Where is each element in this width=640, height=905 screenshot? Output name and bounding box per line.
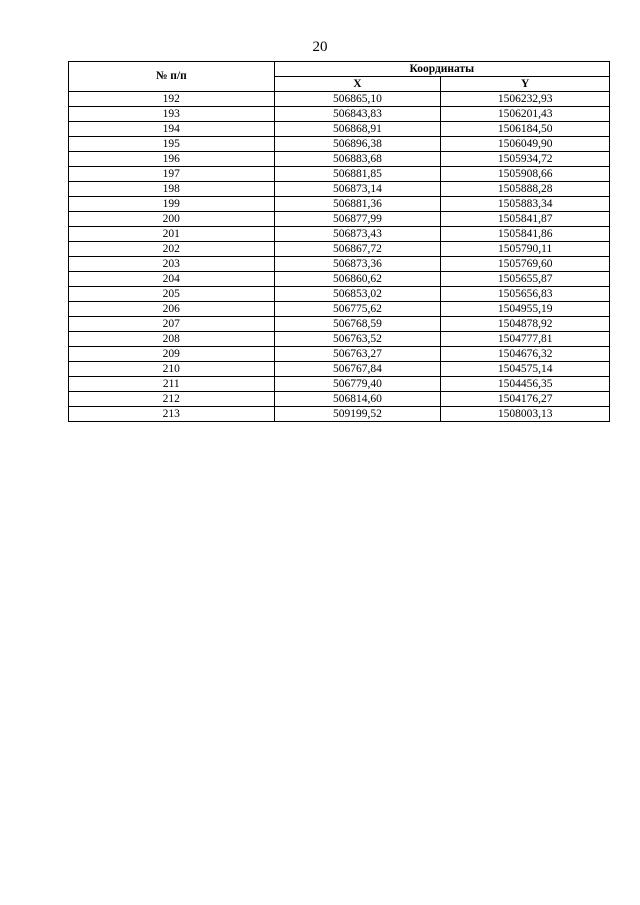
page-number: 20 xyxy=(312,39,328,55)
row-number-cell: 195 xyxy=(69,137,275,152)
table-row xyxy=(69,212,610,227)
y-coordinate-cell: 1505841,86 xyxy=(441,227,610,242)
row-number-cell: 203 xyxy=(69,257,275,272)
row-number-cell: 200 xyxy=(69,212,275,227)
x-coordinate-cell: 506881,85 xyxy=(274,167,441,182)
row-number-cell: 193 xyxy=(69,107,275,122)
table-row xyxy=(69,257,610,272)
table-row xyxy=(69,407,610,422)
table-row xyxy=(69,272,610,287)
y-coordinate-cell: 1505769,60 xyxy=(441,257,610,272)
table-row xyxy=(69,347,610,362)
y-coordinate-cell: 1505655,87 xyxy=(441,272,610,287)
row-number-cell: 197 xyxy=(69,167,275,182)
table-header xyxy=(69,62,610,92)
table-row xyxy=(69,302,610,317)
row-number-cell: 207 xyxy=(69,317,275,332)
y-coordinate-cell: 1504176,27 xyxy=(441,392,610,407)
row-number-cell: 205 xyxy=(69,287,275,302)
table-row xyxy=(69,332,610,347)
x-coordinate-cell: 506767,84 xyxy=(274,362,441,377)
table-row xyxy=(69,377,610,392)
y-coordinate-cell: 1508003,13 xyxy=(441,407,610,422)
row-number-cell: 211 xyxy=(69,377,275,392)
x-coordinate-cell: 506873,14 xyxy=(274,182,441,197)
x-coordinate-cell: 506896,38 xyxy=(274,137,441,152)
row-number-cell: 202 xyxy=(69,242,275,257)
y-coordinate-cell: 1505790,11 xyxy=(441,242,610,257)
row-number-cell: 209 xyxy=(69,347,275,362)
x-coordinate-cell: 506763,52 xyxy=(274,332,441,347)
table-row xyxy=(69,242,610,257)
row-number-cell: 194 xyxy=(69,122,275,137)
x-coordinate-cell: 506873,36 xyxy=(274,257,441,272)
table-row xyxy=(69,287,610,302)
x-coordinate-cell: 506768,59 xyxy=(274,317,441,332)
x-coordinate-cell: 506865,10 xyxy=(274,92,441,107)
x-coordinate-cell: 506779,40 xyxy=(274,377,441,392)
row-number-cell: 196 xyxy=(69,152,275,167)
table-row xyxy=(69,362,610,377)
y-coordinate-cell: 1506201,43 xyxy=(441,107,610,122)
x-coordinate-cell: 509199,52 xyxy=(274,407,441,422)
row-number-cell: 192 xyxy=(69,92,275,107)
y-coordinate-cell: 1505908,66 xyxy=(441,167,610,182)
x-coordinate-cell: 506853,02 xyxy=(274,287,441,302)
x-coordinate-cell: 506867,72 xyxy=(274,242,441,257)
header-x: X xyxy=(274,77,441,92)
y-coordinate-cell: 1506184,50 xyxy=(441,122,610,137)
row-number-cell: 210 xyxy=(69,362,275,377)
x-coordinate-cell: 506877,99 xyxy=(274,212,441,227)
y-coordinate-cell: 1504955,19 xyxy=(441,302,610,317)
row-number-cell: 212 xyxy=(69,392,275,407)
table-row xyxy=(69,137,610,152)
table-row xyxy=(69,392,610,407)
header-number: № п/п xyxy=(69,62,275,92)
y-coordinate-cell: 1504878,92 xyxy=(441,317,610,332)
header-y: Y xyxy=(441,77,610,92)
row-number-cell: 201 xyxy=(69,227,275,242)
table-row xyxy=(69,122,610,137)
x-coordinate-cell: 506881,36 xyxy=(274,197,441,212)
x-coordinate-cell: 506873,43 xyxy=(274,227,441,242)
row-number-cell: 206 xyxy=(69,302,275,317)
y-coordinate-cell: 1505841,87 xyxy=(441,212,610,227)
header-coordinates: Координаты xyxy=(274,62,609,77)
table-row xyxy=(69,152,610,167)
y-coordinate-cell: 1504676,32 xyxy=(441,347,610,362)
table-row xyxy=(69,197,610,212)
x-coordinate-cell: 506775,62 xyxy=(274,302,441,317)
table-row xyxy=(69,167,610,182)
x-coordinate-cell: 506814,60 xyxy=(274,392,441,407)
table-body xyxy=(69,92,610,422)
y-coordinate-cell: 1505656,83 xyxy=(441,287,610,302)
y-coordinate-cell: 1504575,14 xyxy=(441,362,610,377)
x-coordinate-cell: 506868,91 xyxy=(274,122,441,137)
row-number-cell: 204 xyxy=(69,272,275,287)
x-coordinate-cell: 506843,83 xyxy=(274,107,441,122)
y-coordinate-cell: 1505888,28 xyxy=(441,182,610,197)
table-row xyxy=(69,107,610,122)
coordinates-table xyxy=(68,61,610,422)
y-coordinate-cell: 1506232,93 xyxy=(441,92,610,107)
x-coordinate-cell: 506883,68 xyxy=(274,152,441,167)
row-number-cell: 208 xyxy=(69,332,275,347)
y-coordinate-cell: 1505934,72 xyxy=(441,152,610,167)
x-coordinate-cell: 506763,27 xyxy=(274,347,441,362)
table-row xyxy=(69,227,610,242)
row-number-cell: 199 xyxy=(69,197,275,212)
row-number-cell: 198 xyxy=(69,182,275,197)
table-row xyxy=(69,317,610,332)
y-coordinate-cell: 1504777,81 xyxy=(441,332,610,347)
y-coordinate-cell: 1504456,35 xyxy=(441,377,610,392)
x-coordinate-cell: 506860,62 xyxy=(274,272,441,287)
row-number-cell: 213 xyxy=(69,407,275,422)
table-row xyxy=(69,92,610,107)
table-row xyxy=(69,182,610,197)
y-coordinate-cell: 1506049,90 xyxy=(441,137,610,152)
y-coordinate-cell: 1505883,34 xyxy=(441,197,610,212)
